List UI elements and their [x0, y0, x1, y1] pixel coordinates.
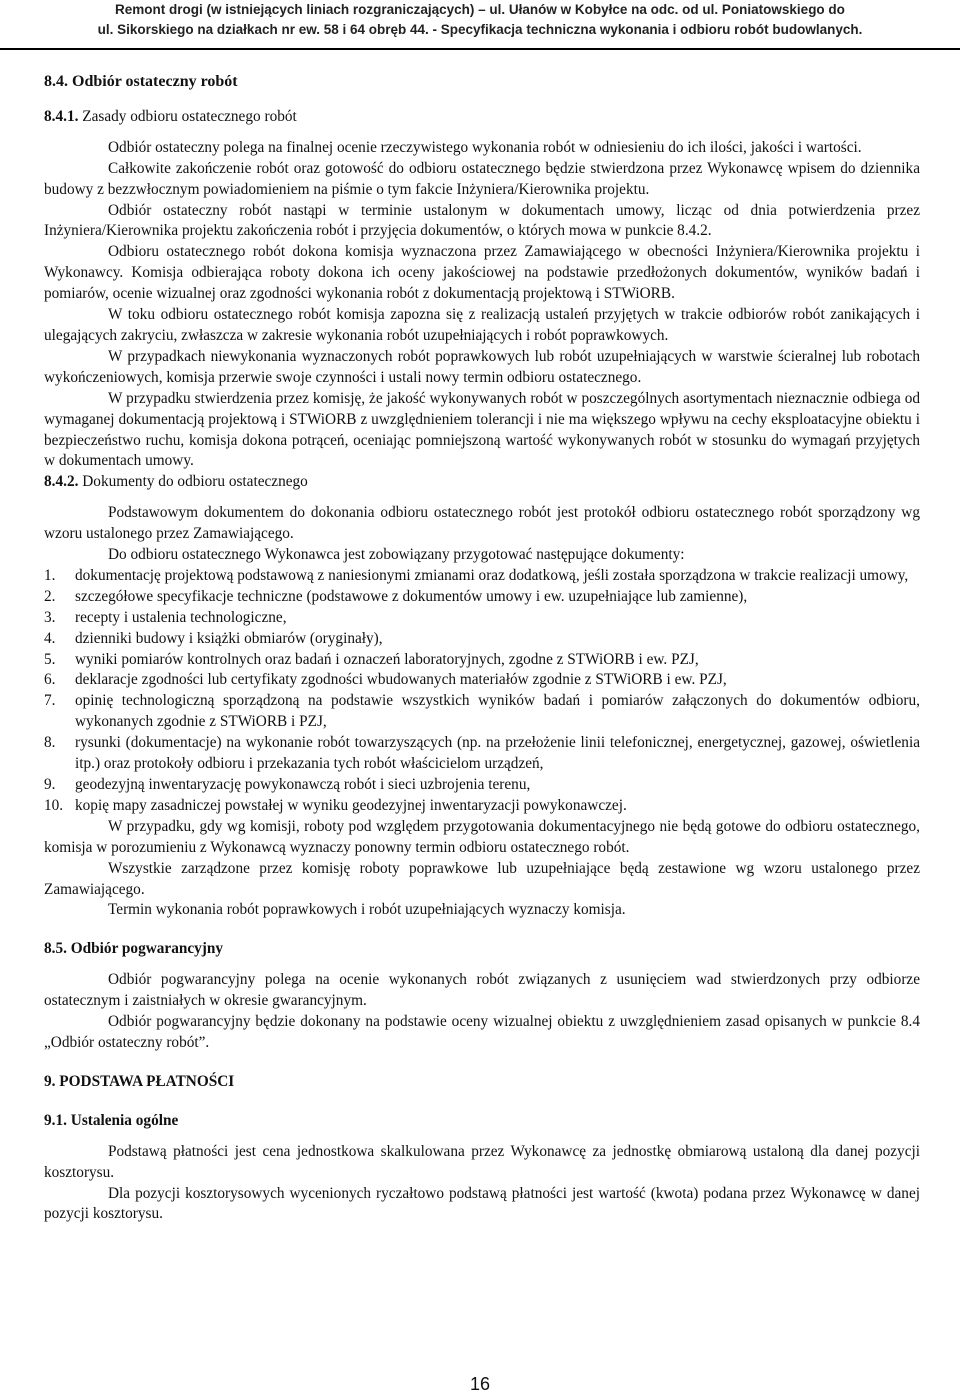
paragraph: Odbiór pogwarancyjny polega na ocenie wykonanych robót związanych z usunięciem wad stwierdzonych przy odbiorze ostatecznym i zaistniałych w okresie gwarancyjnym. — [44, 971, 920, 1010]
list-item — [44, 587, 920, 608]
list-item-text: dokumentację projektową podstawową z naniesionymi zmianami oraz dodatkową, jeśli została sporządzona w trakcie realizacji umowy, — [75, 566, 909, 584]
section-9-1-heading: 9.1. Ustalenia ogólne — [44, 1111, 179, 1129]
list-item-text: szczegółowe specyfikacje techniczne (podstawowe z dokumentów umowy i ew. uzupełniające lub zamienne), — [75, 587, 748, 605]
list-item — [44, 733, 920, 775]
paragraph: Dla pozycji kosztorysowych wycenionych ryczałtowo podstawą płatności jest wartość (kwota) podana przez Wykonawcę w danej pozycji kosztorysu. — [44, 1184, 920, 1223]
list-item — [44, 670, 920, 691]
list-item-number: 5. — [44, 650, 56, 668]
paragraph: Odbiór ostateczny robót nastąpi w terminie ustalonym w dokumentach umowy, licząc od dnia potwierdzenia przez Inżyniera/Kierownika projektu zakończenia robót i przyjęcia dokumentów, o których mowa w punkcie 8.4.2. — [44, 201, 920, 240]
paragraph: Podstawowym dokumentem do dokonania odbioru ostatecznego robót jest protokół odbioru ostatecznego robót sporządzony wg wzoru ustalonego przez Zamawiającego. — [44, 504, 920, 543]
section-9-heading: 9. PODSTAWA PŁATNOŚCI — [44, 1072, 235, 1090]
list-item-text: wyniki pomiarów kontrolnych oraz badań i oznaczeń laboratoryjnych, zgodne z STWiORB i ew. PZJ, — [75, 650, 699, 668]
list-item-number: 4. — [44, 629, 56, 647]
list-item — [44, 566, 920, 587]
list-item — [44, 796, 920, 817]
documents-list — [44, 566, 920, 817]
paragraph: Całkowite zakończenie robót oraz gotowość do odbioru ostatecznego będzie stwierdzona przez Wykonawcę wpisem do dziennika budowy z bezzwłocznym powiadomieniem na piśmie o tym fakcie Inżyniera/Kierownika projektu. — [44, 159, 920, 198]
list-item-text: dzienniki budowy i książki obmiarów (oryginały), — [75, 629, 383, 647]
list-item-number: 9. — [44, 776, 56, 793]
list-item-number: 2. — [44, 587, 56, 605]
paragraph: Wszystkie zarządzone przez komisję roboty poprawkowe lub uzupełniające będą zestawione wg wzoru ustalonego przez Zamawiającego. — [44, 859, 920, 898]
header-line-2: ul. Sikorskiego na działkach nr ew. 58 i 64 obręb 44. - Specyfikacja techniczna wykonania i odbioru robót budowlanych. — [97, 22, 863, 37]
list-item-number: 8. — [44, 734, 56, 752]
list-item-text: deklaracje zgodności lub certyfikaty zgodności wbudowanych materiałów zgodnie z STWiORB i ew. PZJ, — [75, 671, 727, 689]
list-item-text: kopię mapy zasadniczej powstałej w wyniku geodezyjnej inwentaryzacji powykonawczej. — [75, 796, 627, 814]
paragraph: W przypadku, gdy wg komisji, roboty pod względem przygotowania dokumentacyjnego nie będą gotowe do odbioru ostatecznego, komisja w porozumieniu z Wykonawcą wyznaczy ponowny termin odbioru ostatecznego robót. — [44, 817, 920, 856]
list-item — [44, 775, 920, 796]
paragraph: Termin wykonania robót poprawkowych i robót uzupełniających wyznaczy komisja. — [108, 901, 626, 919]
list-item-number: 1. — [44, 566, 56, 584]
list-item — [44, 650, 920, 671]
paragraph: W przypadkach niewykonania wyznaczonych robót poprawkowych lub robót uzupełniających w warstwie ścieralnej lub robotach wykończeniowych, komisja przerwie swoje czynności i ustali nowy termin odbioru ostatecznego. — [44, 347, 920, 386]
list-item — [44, 608, 920, 629]
list-item-text: rysunki (dokumentacje) na wykonanie robót towarzyszących (np. na przełożenie linii telefonicznej, energetycznej, gazowej, oświetlenia itp.) oraz protokoły odbioru i przekazania tych robót właścicielom urządzeń, — [75, 734, 920, 773]
list-item — [44, 629, 920, 650]
list-item-text: recepty i ustalenia technologiczne, — [75, 608, 287, 626]
paragraph: W przypadku stwierdzenia przez komisję, że jakość wykonywanych robót w poszczególnych asortymentach nieznacznie odbiega od wymaganej dokumentacją projektową i STWiORB z uwzględnieniem tolerancji i nie ma większego wpływu na cechy eksploatacyjne obiektu i bezpieczeństwo ruchu, komisja dokona potrąceń, oceniając pomniejszoną wartość wykonywanych robót w stosunku do wymagań przyjętych w dokumentach umowy. — [44, 389, 920, 470]
section-8-4-1-title: Zasady odbioru ostatecznego robót — [78, 107, 297, 125]
list-item-number: 3. — [44, 608, 56, 626]
section-8-4-2-number: 8.4.2. — [44, 473, 79, 491]
section-8-4-1-number: 8.4.1. — [44, 107, 79, 125]
paragraph: Do odbioru ostatecznego Wykonawca jest zobowiązany przygotować następujące dokumenty: — [108, 546, 685, 564]
list-item-text: opinię technologiczną sporządzoną na podstawie wszystkich wyników badań i pomiarów załączonych do dokumentów odbioru, wykonanych zgodnie z STWiORB i PZJ, — [75, 692, 920, 731]
list-item-number: 6. — [44, 671, 56, 689]
paragraph: Podstawą płatności jest cena jednostkowa skalkulowana przez Wykonawcę za jednostkę obmiarową ustaloną dla danej pozycji kosztorysu. — [44, 1142, 920, 1181]
list-item-number: 10. — [44, 796, 64, 814]
header-line-1: Remont drogi (w istniejących liniach rozgraniczających) – ul. Ułanów w Kobyłce na odc. od ul. Poniatowskiego do — [115, 2, 845, 17]
paragraph: Odbiór ostateczny polega na finalnej ocenie rzeczywistego wykonania robót w odniesieniu do ich ilości, jakości i wartości. — [108, 138, 862, 156]
list-item-text: geodezyjną inwentaryzację powykonawczą robót i sieci uzbrojenia terenu, — [75, 776, 531, 793]
page-header — [0, 0, 960, 50]
paragraph: Odbioru ostatecznego robót dokona komisja wyznaczona przez Zamawiającego w obecności Inżyniera/Kierownika projektu i Wykonawcy. Komisja odbierająca roboty dokona ich oceny jakościowej na podstawie przedłożonych dokumentów, wyników badań i pomiarów, ocenie wizualnej oraz zgodności wykonania robót z dokumentacją projektową i STWiORB. — [44, 243, 920, 303]
section-8-4-heading: 8.4. Odbiór ostateczny robót — [44, 73, 238, 90]
paragraph: W toku odbioru ostatecznego robót komisja zapozna się z realizacją ustaleń przyjętych w trakcie odbiorów robót zanikających i ulegających zakryciu, zwłaszcza w zakresie wykonania robót uzupełniających i robót poprawkowych. — [44, 306, 920, 344]
list-item — [44, 691, 920, 733]
list-item-number: 7. — [44, 692, 56, 710]
section-8-4-1-heading — [44, 107, 920, 128]
section-8-5-heading: 8.5. Odbiór pogwarancyjny — [44, 940, 224, 958]
section-8-4-2-heading — [44, 472, 920, 493]
section-8-4-2-title: Dokumenty do odbioru ostatecznego — [78, 473, 308, 491]
document-body — [44, 72, 920, 1225]
page-number: 16 — [469, 1374, 491, 1394]
paragraph: Odbiór pogwarancyjny będzie dokonany na podstawie oceny wizualnej obiektu z uwzględnieniem zasad opisanych w punkcie 8.4 „Odbiór ostateczny robót”. — [44, 1013, 920, 1051]
